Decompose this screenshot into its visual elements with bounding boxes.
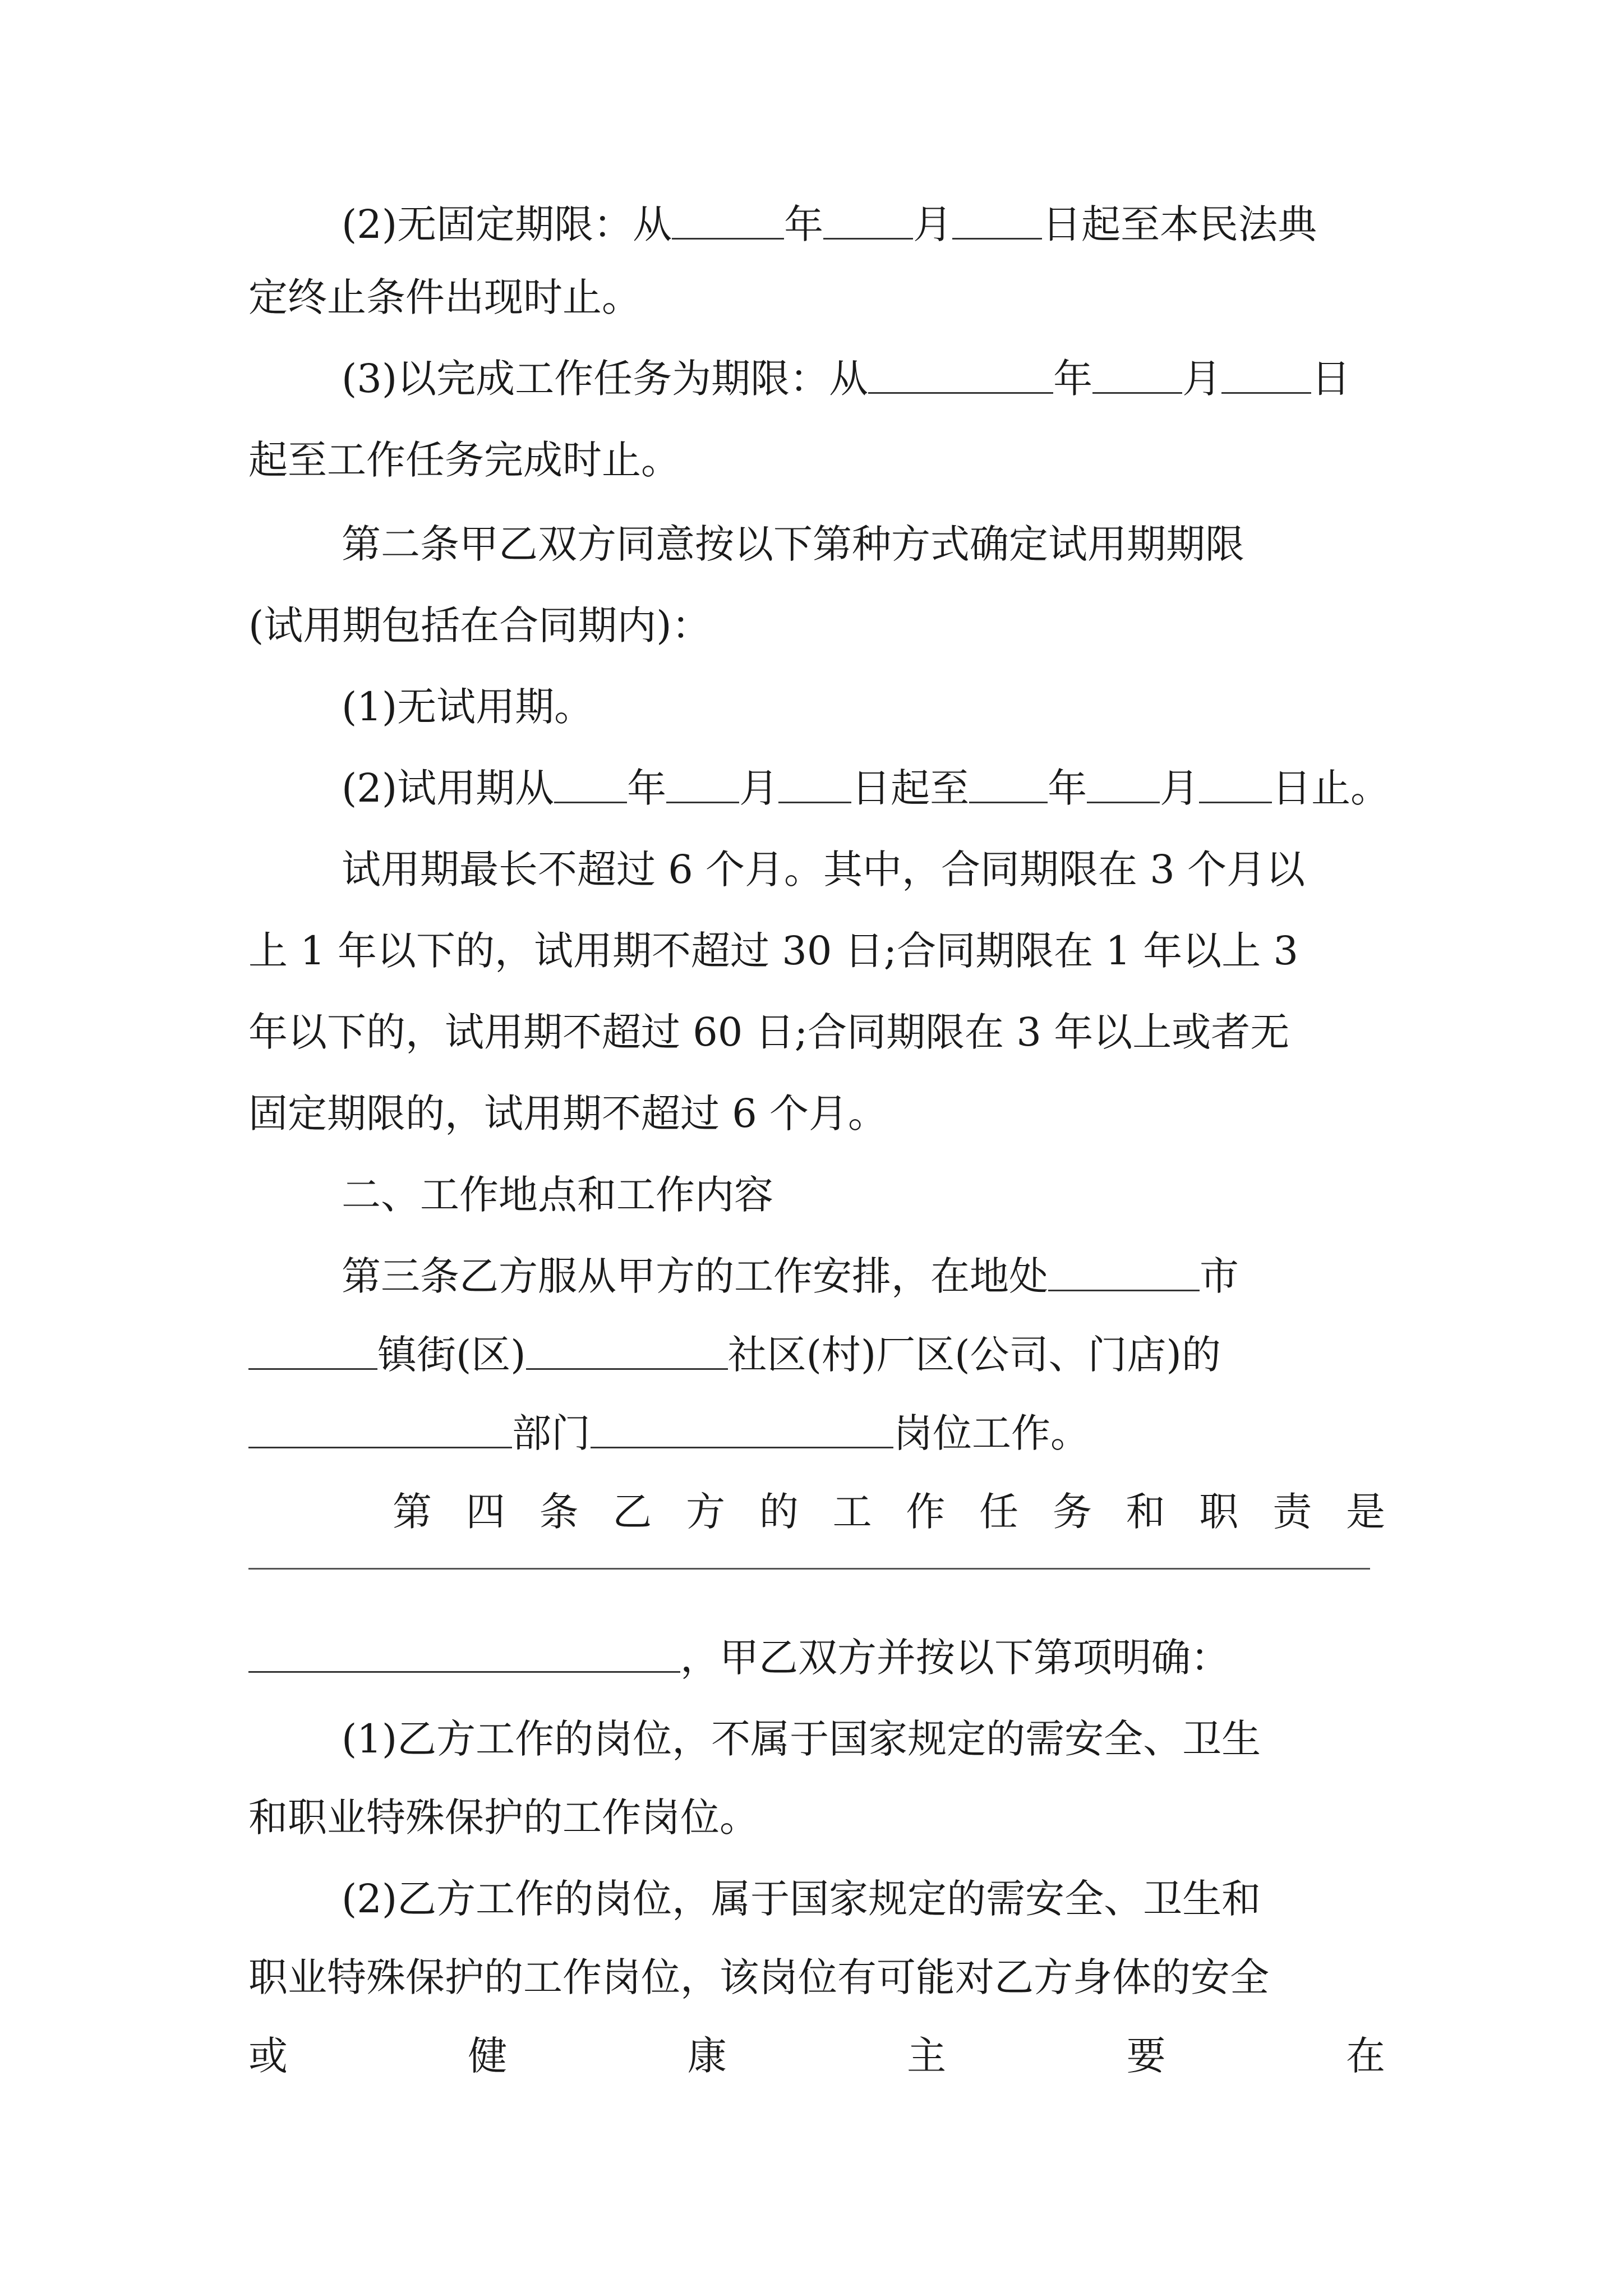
text-line: (试用期包括在合同期内)： — [248, 602, 711, 648]
start-year-blank[interactable] — [554, 760, 627, 803]
year-blank[interactable] — [672, 196, 784, 240]
article-four: 第 四 条 乙 方 的 工 作 任 务 和 职 责 是 — [393, 1489, 1385, 1535]
day-blank[interactable] — [1221, 351, 1311, 394]
duties-blank-line[interactable] — [248, 1568, 1370, 1570]
option-probation-period: (2)试用期从 年 月 日起至 年 月 日止。 — [342, 760, 1385, 816]
end-day-blank[interactable] — [1199, 760, 1272, 803]
department-blank[interactable] — [248, 1405, 512, 1448]
text-line: 起至工作任务完成时止。 — [248, 437, 680, 483]
article-three: 第三条乙方服从甲方的工作安排，在地处 市 — [342, 1248, 1385, 1304]
option-non-special-post: (1)乙方工作的岗位，不属于国家规定的需安全、卫生 — [342, 1716, 1261, 1762]
text-line: 职业特殊保护的工作岗位，该岗位有可能对乙方身体的安全 — [248, 1954, 1269, 2000]
duties-blank[interactable] — [248, 1630, 680, 1673]
article-two: 第二条甲乙双方同意按以下第种方式确定试用期期限 — [342, 521, 1244, 567]
text-line: 年以下的，试用期不超过 60 日;合同期限在 3 年以上或者无 — [248, 1009, 1290, 1055]
day-blank[interactable] — [952, 196, 1042, 240]
text-line: 或 健 康 主 要 在 — [248, 2033, 1385, 2079]
text-line: 和职业特殊保护的工作岗位。 — [248, 1795, 759, 1841]
position-blank[interactable] — [591, 1405, 893, 1448]
town-blank[interactable] — [248, 1327, 377, 1370]
city-blank[interactable] — [1048, 1248, 1200, 1291]
clause-task-term: (3)以完成工作任务为期限：从 年 月 日 — [342, 351, 1385, 407]
section-heading: 二、工作地点和工作内容 — [342, 1172, 773, 1218]
community-blank[interactable] — [526, 1327, 728, 1370]
month-blank[interactable] — [823, 196, 913, 240]
end-month-blank[interactable] — [1087, 760, 1160, 803]
text-line: 固定期限的，试用期不超过 6 个月。 — [248, 1091, 888, 1137]
clause-indefinite-term: (2)无固定期限：从 年 月 日起至本民法典 — [342, 196, 1385, 252]
start-day-blank[interactable] — [778, 760, 851, 803]
text-line: 定终止条件出现时止。 — [248, 274, 641, 320]
option-special-post: (2)乙方工作的岗位，属于国家规定的需安全、卫生和 — [342, 1876, 1261, 1922]
option-no-probation: (1)无试用期。 — [342, 684, 594, 730]
year-blank[interactable] — [868, 351, 1053, 394]
text-line: 部门 岗位工作。 — [248, 1405, 1385, 1461]
month-blank[interactable] — [1092, 351, 1182, 394]
start-month-blank[interactable] — [666, 760, 739, 803]
end-year-blank[interactable] — [969, 760, 1048, 803]
text-line: 上 1 年以下的，试用期不超过 30 日;合同期限在 1 年以上 3 — [248, 928, 1299, 974]
text-line: ，甲乙双方并按以下第项明确： — [248, 1630, 1385, 1686]
probation-rule: 试用期最长不超过 6 个月。其中，合同期限在 3 个月以 — [342, 846, 1306, 892]
text-line: 镇街(区) 社区(村)厂区(公司、门店)的 — [248, 1327, 1385, 1383]
